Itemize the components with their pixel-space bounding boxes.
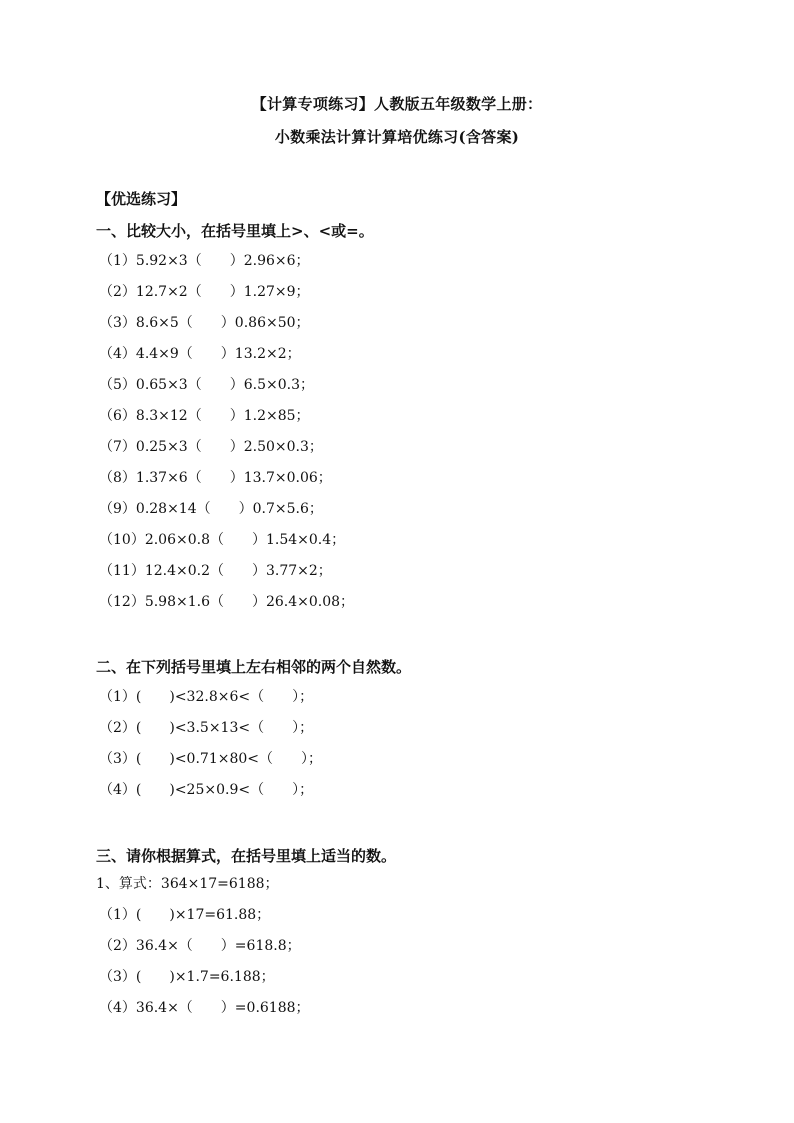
section-label: 【优选练习】 [96, 190, 187, 208]
part1-item-4: （4）4.4×9（ ）13.2×2； [99, 346, 301, 362]
part1-item-8: （8）1.37×6（ ）13.7×0.06； [99, 470, 332, 486]
part1-item-5: （5）0.65×3（ ）6.5×0.3； [99, 377, 314, 393]
title-line-1: 【计算专项练习】人教版五年级数学上册： [251, 95, 543, 113]
part3-item-3: （3）( )×1.7=6.188； [99, 969, 275, 985]
part2-item-1: （1）( )<32.8×6<（ ）； [99, 689, 314, 705]
part1-item-1: （1）5.92×3（ ）2.96×6； [99, 253, 310, 269]
part1-item-10: （10）2.06×0.8（ ）1.54×0.4； [99, 532, 346, 548]
part1-item-9: （9）0.28×14（ ）0.7×5.6； [99, 501, 323, 517]
part3-heading: 三、请你根据算式，在括号里填上适当的数。 [96, 847, 397, 865]
part2-item-2: （2）( )<3.5×13<（ ）； [99, 720, 314, 736]
part2-item-4: （4）( )<25×0.9<（ ）； [99, 782, 314, 798]
part1-item-6: （6）8.3×12（ ）1.2×85； [99, 408, 310, 424]
part3-item-4: （4）36.4×（ ）=0.6188； [99, 1000, 310, 1016]
part1-item-11: （11）12.4×0.2（ ）3.77×2； [99, 563, 332, 579]
part1-heading: 一、比较大小，在括号里填上>、<或=。 [96, 222, 374, 240]
part3-item-2: （2）36.4×（ ）=618.8； [99, 938, 301, 954]
part1-item-7: （7）0.25×3（ ）2.50×0.3； [99, 439, 323, 455]
part1-item-12: （12）5.98×1.6（ ）26.4×0.08； [99, 594, 355, 610]
part2-item-3: （3）( )<0.71×80<（ ）； [99, 751, 323, 767]
part2-heading: 二、在下列括号里填上左右相邻的两个自然数。 [96, 658, 412, 676]
part3-formula: 1、算式：364×17=6188； [96, 876, 279, 892]
part1-item-2: （2）12.7×2（ ）1.27×9； [99, 284, 310, 300]
part1-item-3: （3）8.6×5（ ）0.86×50； [99, 315, 310, 331]
part3-item-1: （1）( )×17=61.88； [99, 907, 271, 923]
title-line-2: 小数乘法计算计算培优练习(含答案) [274, 128, 520, 146]
